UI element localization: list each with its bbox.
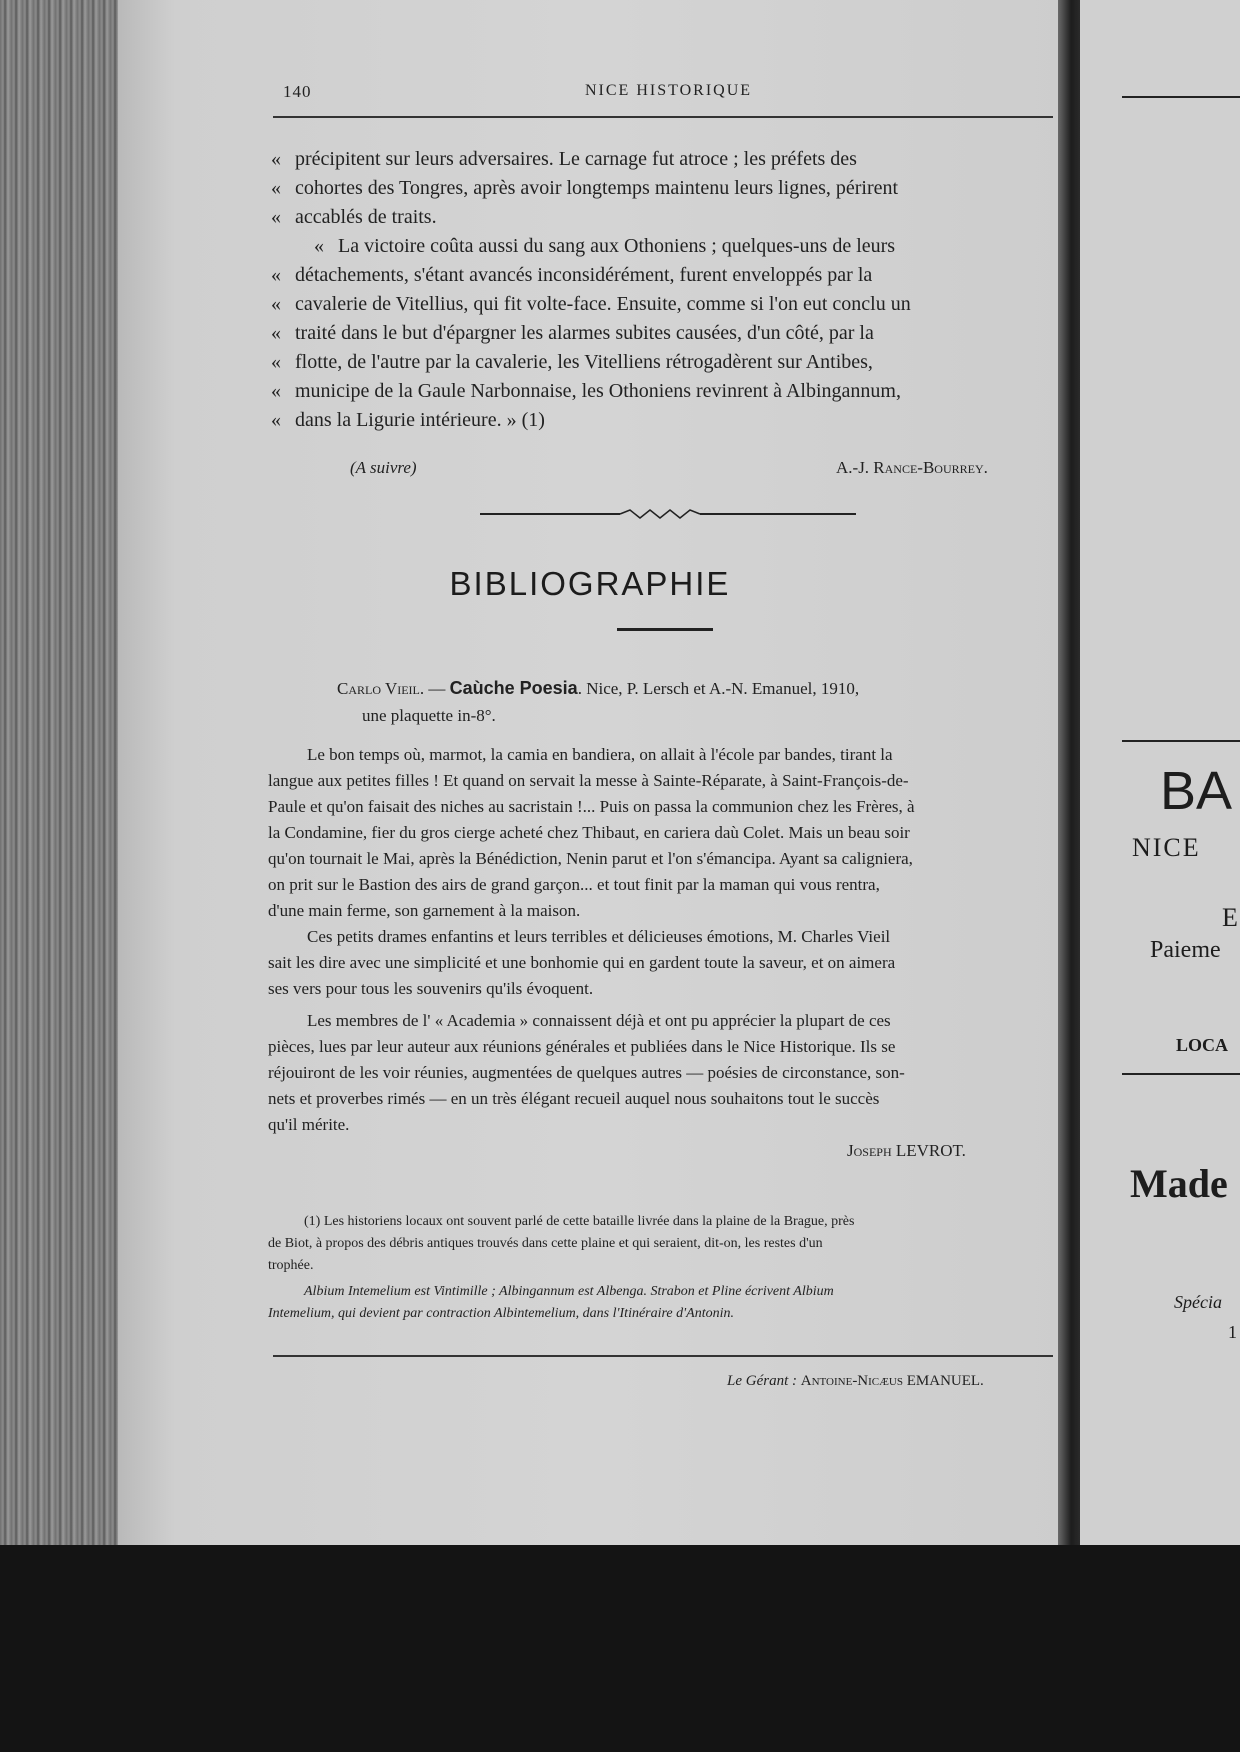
footnote-line: (1) Les historiens locaux ont souvent parlé de cette bataille livrée dans la plaine de la Brague, près [304,1214,855,1229]
body-line: langue aux petites filles ! Et quand on servait la messe à Sainte-Réparate, à Saint-François-de- [268,771,909,790]
quote-line: « cohortes des Tongres, après avoir longtemps maintenu leurs lignes, périrent [271,177,899,199]
body-line: pièces, lues par leur auteur aux réunions générales et publiées dans le Nice Historique. Ils se [268,1037,896,1056]
next-page-fragment [1080,0,1240,1545]
quote-line: « accablés de traits. [271,206,437,228]
quote-line: « municipe de la Gaule Narbonnaise, les Othoniens revinrent à Albingannum, [271,380,901,402]
article-author: A.-J. Rance-Bourrey. [836,458,988,477]
next-page-rule [1122,1073,1240,1075]
footer-rule [273,1355,1053,1357]
quote-line: « traité dans le but d'épargner les alarmes subites causées, d'un côté, par la [271,322,874,344]
body-line: qu'il mérite. [268,1115,350,1134]
book-gutter [1058,0,1080,1545]
quote-line: « cavalerie de Vitellius, qui fit volte-face. Ensuite, comme si l'on eut conclu un [271,293,911,315]
body-line: nets et proverbes rimés — en un très élégant recueil auquel nous souhaitons tout le succès [268,1089,880,1108]
body-line: Les membres de l' « Academia » connaissent déjà et ont pu apprécier la plupart de ces [307,1011,891,1030]
next-page-text: Paieme [1150,937,1221,963]
footnote-line: trophée. [268,1258,314,1273]
manager-name: Antoine-Nicæus EMANUEL. [800,1373,984,1389]
next-page-text: E [1222,903,1238,932]
to-be-continued: (A suivre) [350,458,417,477]
quote-line: « dans la Ligurie intérieure. » (1) [271,409,545,431]
quote-line: « détachements, s'étant avancés inconsidérément, furent enveloppés par la [271,264,873,286]
header-rule [273,116,1053,118]
scan-background [0,1545,1240,1752]
body-line: Le bon temps où, marmot, la camia en bandiera, on allait à l'école par bandes, tirant la [307,745,893,764]
body-line: qu'on tournait le Mai, après la Bénédiction, Nenin parut et l'on s'émancipa. Ayant sa caligniera, [268,849,913,868]
title-rule [617,628,713,631]
body-line: ses vers pour tous les souvenirs qu'ils évoquent. [268,979,594,998]
section-title: BIBLIOGRAPHIE [449,565,731,602]
next-page-rule [1122,96,1240,98]
ornamental-divider [480,506,856,522]
quote-line: « flotte, de l'autre par la cavalerie, les Vitelliens rétrogadèrent sur Antibes, [271,351,873,373]
footnote-line: Albium Intemelium est Vintimille ; Albingannum est Albenga. Strabon et Pline écrivent Albium [304,1284,834,1299]
next-page-text: Made [1130,1161,1228,1206]
footnote-line: de Biot, à propos des débris antiques trouvés dans cette plaine et qui seraient, dit-on, les restes d'un [268,1236,823,1251]
next-page-text: LOCA [1176,1035,1229,1055]
body-line: d'une main ferme, son garnement à la maison. [268,901,581,920]
quote-line: « précipitent sur leurs adversaires. Le carnage fut atroce ; les préfets des [271,148,857,170]
next-page-heading: BA [1160,761,1233,821]
body-line: la Condamine, fier du gros cierge acheté chez Thibaut, en cariera daù Colet. Mais un beau soir [268,823,910,842]
entry-publication: . Nice, P. Lersch et A.-N. Emanuel, 1910, [577,679,860,698]
body-line: Ces petits drames enfantins et leurs terribles et délicieuses émotions, M. Charles Vieil [307,927,891,946]
next-page-text: NICE [1132,833,1201,862]
body-line: on prit sur le Bastion des airs de grand garçon... et tout finit par la maman qui vous rentra, [268,875,880,894]
review-signature: Joseph LEVROT. [847,1141,966,1160]
manager-credit [727,1373,984,1390]
entry-title: Caùche Poesia [449,678,578,698]
next-page-rule [1122,740,1240,742]
body-line: Paule et qu'on faisait des niches au sacristain !... Puis on passa la communion chez les Frères, à [268,797,915,816]
entry-format: une plaquette in-8°. [362,706,496,725]
manager-label: Le Gérant : [727,1373,797,1389]
footnote-line: Intemelium, qui devient par contraction Albintemelium, dans l'Itinéraire d'Antonin. [268,1306,734,1321]
page-number: 140 [283,82,312,101]
next-page-text: 1 [1228,1322,1237,1342]
body-line: sait les dire avec une simplicité et une bonhomie qui en gardent toute la saveur, et on aimera [268,953,896,972]
quote-line: « La victoire coûta aussi du sang aux Othoniens ; quelques-uns de leurs [314,235,896,257]
entry-author: Carlo Vieil. — [337,679,446,698]
next-page-text: Spécia [1174,1292,1222,1312]
bibliography-entry [337,678,859,699]
body-line: réjouiront de les voir réunies, augmentées de quelques autres — poésies de circonstance, son- [268,1063,905,1082]
running-title: NICE HISTORIQUE [585,82,753,99]
book-spine-edges [0,0,118,1545]
